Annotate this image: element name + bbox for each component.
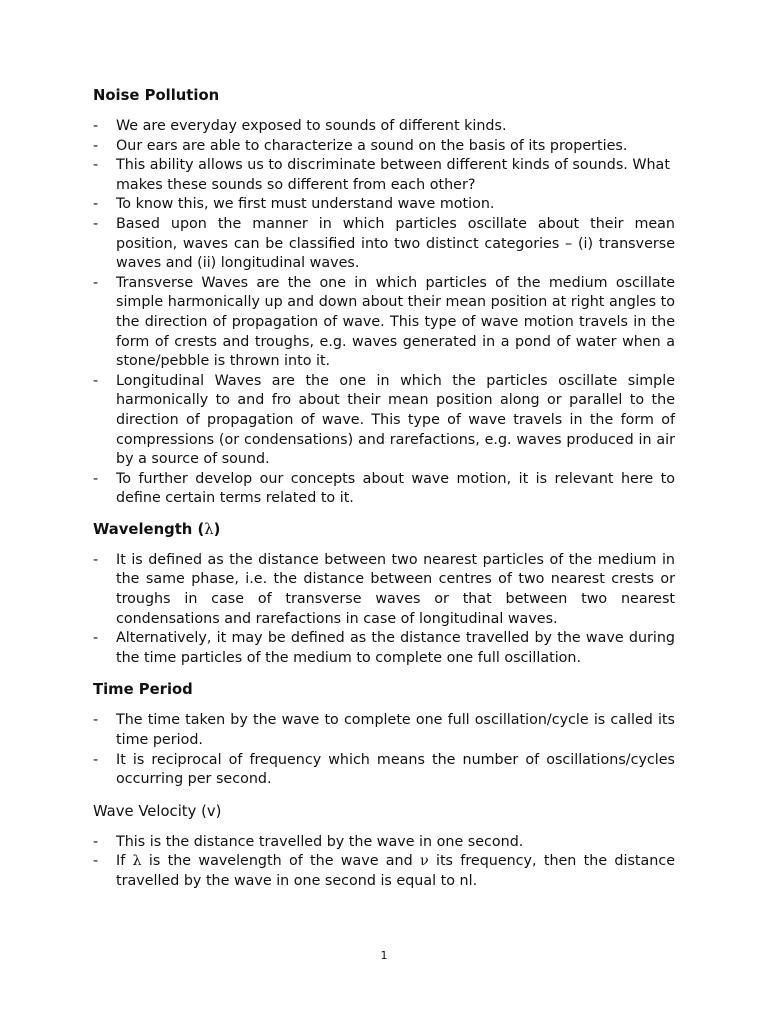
bullet-dash: - bbox=[93, 196, 99, 213]
list-item-text: The time taken by the wave to complete one full oscillation/cycle is called its time period. bbox=[116, 712, 675, 749]
list-item-text: Transverse Waves are the one in which particles of the medium oscillate simple harmonically up and down about their mean position at right angles to the direction of propagation of wave. This type of wave motion travels in the form of crests and troughs, e.g. waves generated in a pond of water when a stone/pebble is thrown into it. bbox=[116, 274, 675, 370]
list-item-text: It is reciprocal of frequency which means the number of oscillations/cycles occurring per second. bbox=[116, 751, 675, 788]
list-item-text: Alternatively, it may be defined as the distance travelled by the wave during the time particles of the medium to complete one full oscillation. bbox=[116, 630, 675, 666]
bullet-dash: - bbox=[93, 215, 99, 232]
bullet-dash: - bbox=[93, 470, 99, 487]
heading-wave-velocity: Wave Velocity (v) bbox=[93, 802, 222, 820]
list-item bbox=[93, 751, 675, 790]
heading-wavelength-close: ) bbox=[213, 520, 221, 538]
list-item-text: This ability allows us to discriminate between different kinds of sounds. What makes these sounds so different from each other? bbox=[116, 157, 670, 193]
list-item bbox=[93, 137, 675, 157]
list-item bbox=[93, 551, 675, 629]
list-item-text: Longitudinal Waves are the one in which the particles oscillate simple harmonically to and fro about their mean position along or parallel to the direction of propagation of wave. This type of wave travels in the form of compressions (or condensations) and rarefactions, e.g. waves produced in air by a source of sound. bbox=[116, 372, 675, 468]
list-item-text: It is defined as the distance between two nearest particles of the medium in the same phase, i.e. the distance between centres of two nearest crests or troughs in case of transverse waves or that between two nearest condensations and rarefactions in case of longitudinal waves. bbox=[116, 551, 675, 627]
list-time-period bbox=[93, 711, 675, 789]
list-item-text: This is the distance travelled by the wave in one second. bbox=[116, 833, 524, 850]
bullet-dash: - bbox=[93, 833, 99, 850]
list-item bbox=[93, 833, 675, 853]
list-wavelength bbox=[93, 551, 675, 669]
list-item bbox=[93, 215, 675, 274]
bullet-dash: - bbox=[93, 853, 99, 870]
heading-time-period: Time Period bbox=[93, 681, 193, 699]
list-item bbox=[93, 711, 675, 750]
list-item-text-part: If bbox=[116, 853, 133, 870]
bullet-dash: - bbox=[93, 274, 99, 291]
page-number: 1 bbox=[380, 949, 388, 962]
list-item bbox=[93, 852, 675, 891]
bullet-dash: - bbox=[93, 751, 99, 768]
bullet-dash: - bbox=[93, 551, 99, 568]
list-item-text-part: its frequency, then the distance travelled by the wave in one second is equal to nl. bbox=[116, 853, 676, 889]
lambda-symbol: λ bbox=[204, 520, 214, 538]
list-item bbox=[93, 470, 675, 509]
list-item-text: To further develop our concepts about wave motion, it is relevant here to define certain terms related to it. bbox=[116, 470, 675, 507]
list-wave-velocity bbox=[93, 833, 675, 892]
list-noise-pollution bbox=[93, 117, 675, 509]
bullet-dash: - bbox=[93, 157, 99, 174]
list-item-text: Our ears are able to characterize a sound on the basis of its properties. bbox=[116, 137, 628, 154]
bullet-dash: - bbox=[93, 630, 99, 647]
bullet-dash: - bbox=[93, 118, 99, 134]
list-item bbox=[93, 156, 675, 195]
list-item-text-part: is the wavelength of the wave and bbox=[141, 853, 420, 870]
list-item bbox=[93, 372, 675, 470]
list-item-text: Based upon the manner in which particles oscillate about their mean position, waves can be classified into two distinct categories – (i) transverse waves and (ii) longitudinal waves. bbox=[116, 215, 675, 272]
heading-wavelength-text: Wavelength ( bbox=[93, 520, 205, 538]
list-item bbox=[93, 629, 675, 668]
bullet-dash: - bbox=[93, 372, 99, 389]
list-item-text: We are everyday exposed to sounds of different kinds. bbox=[116, 118, 507, 134]
bullet-dash: - bbox=[93, 137, 99, 154]
list-item-text: To know this, we first must understand wave motion. bbox=[116, 196, 495, 213]
heading-noise-pollution: Noise Pollution bbox=[93, 87, 220, 104]
document-page bbox=[93, 85, 675, 903]
bullet-dash: - bbox=[93, 712, 99, 729]
lambda-symbol: λ bbox=[132, 853, 142, 870]
list-item bbox=[93, 117, 675, 137]
heading-wavelength bbox=[93, 519, 675, 541]
list-item bbox=[93, 195, 675, 215]
list-item bbox=[93, 274, 675, 372]
nu-symbol: ν bbox=[419, 853, 429, 870]
